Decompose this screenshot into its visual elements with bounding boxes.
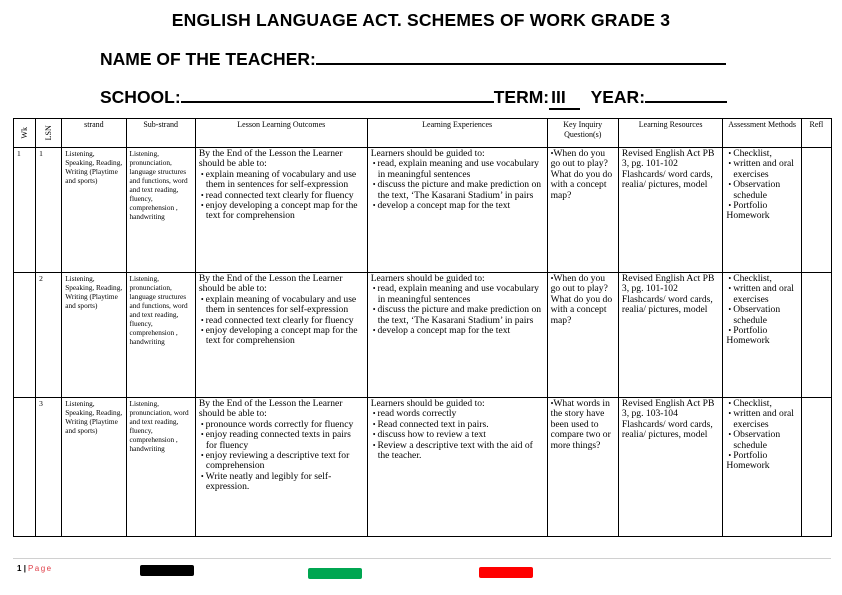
teacher-label: NAME OF THE TEACHER: [100,49,316,69]
header-strand: strand [62,119,126,148]
red-color-bar [479,567,533,578]
cell-resources: Revised English Act PB 3, pg. 101-102 Flashcards/ word cards, realia/ pictures, model [618,148,723,273]
term-label: TERM: [493,87,550,107]
header-resources: Learning Resources [618,119,723,148]
cell-wk: 1 [14,148,36,273]
experience-item: • develop a concept map for the text [371,326,544,336]
cell-outcomes [195,398,367,537]
experiences-intro: Learners should be guided to: [370,273,485,284]
header-outcomes: Lesson Learning Outcomes [195,119,367,148]
schemes-table [13,118,832,537]
cell-experiences [367,273,547,398]
cell-resources: Revised English Act PB 3, pg. 103-104 Flashcards/ word cards, realia/ pictures, model [618,398,723,537]
assessment-item: • Checklist, [726,149,797,159]
footer-divider [13,558,831,559]
assessment-item: • written and oral exercises [726,159,797,180]
black-color-bar [140,565,194,576]
experience-item: • discuss how to review a text [371,430,544,440]
assessment-extra: Homework [726,210,770,222]
experience-item: • discuss the picture and make prediction on the text, ‘The Kasarani Stadium’ in pairs [371,180,544,201]
header-assessment: Assessment Methods [723,119,801,148]
cell-refl [801,398,831,537]
page-separator: | [23,564,26,573]
assessment-item: • Portfolio [726,326,797,336]
outcome-item: • enjoy developing a concept map for the text for comprehension [199,201,364,222]
cell-lsn: 3 [36,398,62,537]
outcomes-intro: By the End of the Lesson the Learner should be able to: [198,148,343,170]
document-title: ENGLISH LANGUAGE ACT. SCHEMES OF WORK GRADE 3 [171,10,671,30]
year-label: YEAR: [590,87,646,107]
cell-strand: Listening, Speaking, Reading, Writing (Playtime and sports) [62,148,126,273]
table-row [14,148,832,273]
experience-item: • read words correctly [371,409,544,419]
experience-item: • read, explain meaning and use vocabulary in meaningful sentences [371,159,544,180]
cell-refl [801,148,831,273]
outcome-item: • enjoy reading connected texts in pairs for fluency [199,430,364,451]
outcome-item: • Write neatly and legibly for self-expression. [199,472,364,493]
green-color-bar [308,568,362,579]
cell-experiences [367,398,547,537]
table-row [14,273,832,398]
kiq-text: • When do you go out to play? What do you do with a concept map? [551,148,613,201]
cell-lsn: 2 [36,273,62,398]
table-header-row [14,119,832,148]
cell-assessment [723,273,801,398]
experience-item: • develop a concept map for the text [371,201,544,211]
school-term-year-line [100,86,727,110]
assessment-item: • Observation schedule [726,305,797,326]
header-substrand: Sub-strand [126,119,195,148]
experiences-intro: Learners should be guided to: [370,148,485,159]
cell-kiq [547,148,618,273]
assessment-item: • written and oral exercises [726,409,797,430]
outcome-item: • enjoy reviewing a descriptive text for comprehension [199,451,364,472]
cell-outcomes [195,273,367,398]
outcome-item: • enjoy developing a concept map for the text for comprehension [199,326,364,347]
teacher-name-field [100,48,726,70]
page-word: Page [27,564,53,573]
cell-substrand: Listening, pronunciation, word and text reading, fluency, comprehension , handwriting [126,398,195,537]
cell-kiq [547,398,618,537]
assessment-extra: Homework [726,460,770,472]
cell-outcomes [195,148,367,273]
assessment-extra: Homework [726,335,770,347]
experiences-intro: Learners should be guided to: [370,398,485,409]
page-number-value: 1 [17,564,22,573]
outcome-item: • explain meaning of vocabulary and use them in sentences for self-expression [199,295,364,316]
cell-experiences [367,148,547,273]
cell-substrand: Listening, pronunciation, language structures and functions, word and text reading, fluency, comprehension , handwriting [126,273,195,398]
outcome-item: • read connected text clearly for fluency [199,316,364,326]
teacher-name-blank [316,48,726,65]
header-experiences: Learning Experiences [367,119,547,148]
kiq-text: • What words in the story have been used to compare two or more things? [551,398,611,451]
year-blank [645,86,727,103]
outcomes-intro: By the End of the Lesson the Learner should be able to: [198,398,343,420]
header-kiq: Key Inquiry Question(s) [547,119,618,148]
assessment-item: • written and oral exercises [726,284,797,305]
cell-wk [14,273,36,398]
table-row [14,398,832,537]
assessment-item: • Portfolio [726,201,797,211]
kiq-text: • When do you go out to play? What do you do with a concept map? [551,273,613,326]
school-blank [181,86,494,103]
header-lsn: LSN [36,119,62,148]
cell-refl [801,273,831,398]
cell-substrand: Listening, pronunciation, language structures and functions, word and text reading, fluency, comprehension , handwriting [126,148,195,273]
cell-wk [14,398,36,537]
assessment-item: • Checklist, [726,274,797,284]
assessment-item: • Observation schedule [726,180,797,201]
header-refl: Refl [801,119,831,148]
outcome-item: • pronounce words correctly for fluency [199,420,364,430]
outcomes-intro: By the End of the Lesson the Learner should be able to: [198,273,343,295]
assessment-item: • Observation schedule [726,430,797,451]
assessment-item: • Portfolio [726,451,797,461]
experience-item: • Read connected text in pairs. [371,420,544,430]
page-number [17,564,53,573]
outcome-item: • read connected text clearly for fluency [199,191,364,201]
cell-assessment [723,148,801,273]
experience-item: • read, explain meaning and use vocabulary in meaningful sentences [371,284,544,305]
cell-kiq [547,273,618,398]
experience-item: • Review a descriptive text with the aid of the teacher. [371,441,544,462]
cell-resources: Revised English Act PB 3, pg. 101-102 Flashcards/ word cards, realia/ pictures, model [618,273,723,398]
outcome-item: • explain meaning of vocabulary and use them in sentences for self-expression [199,170,364,191]
term-value: III [549,87,580,110]
cell-lsn: 1 [36,148,62,273]
header-wk: Wk [14,119,36,148]
cell-strand: Listening, Speaking, Reading, Writing (Playtime and sports) [62,273,126,398]
cell-assessment [723,398,801,537]
experience-item: • discuss the picture and make prediction on the text, ‘The Kasarani Stadium’ in pairs [371,305,544,326]
school-label: SCHOOL: [100,87,181,107]
cell-strand: Listening, Speaking, Reading, Writing (Playtime and sports) [62,398,126,537]
assessment-item: • Checklist, [726,399,797,409]
